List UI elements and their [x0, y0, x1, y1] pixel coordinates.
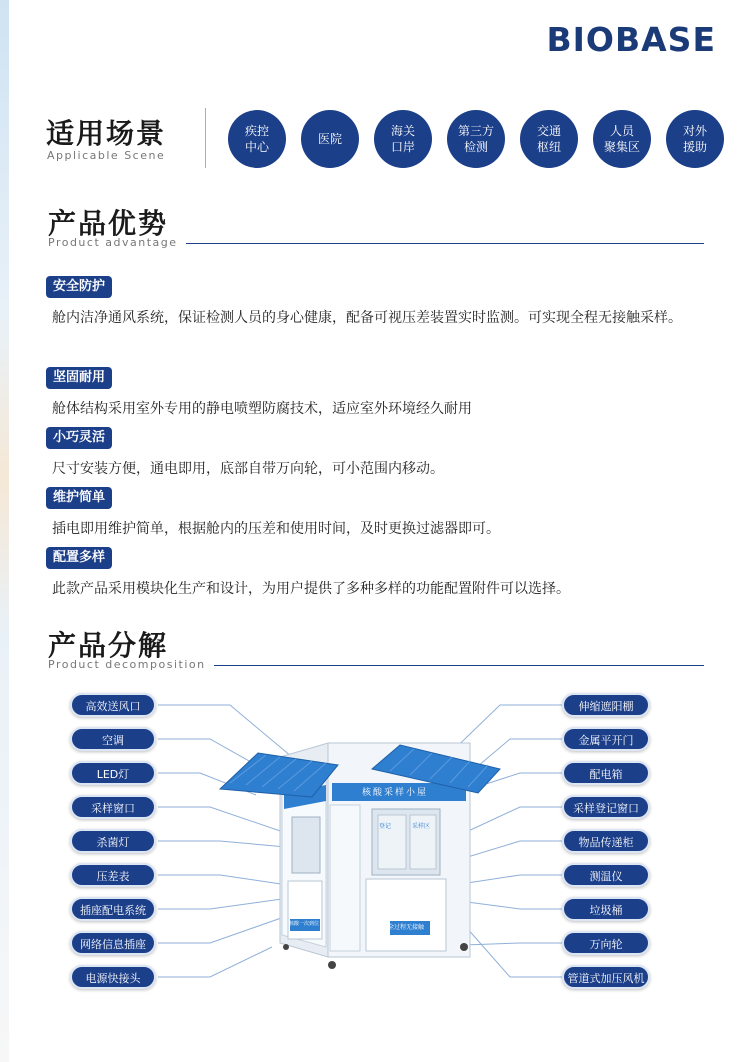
decomposition-title: 产品分解: [48, 629, 169, 662]
advantage-rule: [186, 243, 704, 244]
advantage-tag: 安全防护: [46, 276, 112, 298]
scene-item: 疾控 中心: [228, 110, 286, 168]
part-label: 物品传递柜: [562, 829, 650, 853]
part-label: 插座配电系统: [70, 897, 156, 921]
booth-sign: 核酸采样小屋: [361, 788, 428, 798]
scene-item: 人员 聚集区: [593, 110, 651, 168]
scene-item: 医院: [301, 110, 359, 168]
product-diagram: [60, 685, 690, 995]
advantage-text: 舱体结构采用室外专用的静电喷塑防腐技术，适应室外环境经久耐用: [52, 401, 472, 417]
part-label: 空调: [70, 727, 156, 751]
advantage-tag: 维护简单: [46, 487, 112, 509]
booth-window-label: 采样区: [412, 823, 431, 830]
scene-subtitle: Applicable Scene: [47, 149, 166, 162]
part-label: 高效送风口: [70, 693, 156, 717]
part-label: 采样登记窗口: [562, 795, 650, 819]
scene-divider: [205, 108, 206, 168]
advantage-text: 插电即用维护简单，根据舱内的压差和使用时间，及时更换过滤器即可。: [52, 521, 500, 537]
scene-item: 海关 口岸: [374, 110, 432, 168]
decorative-side-strip: [0, 0, 9, 1062]
booth-panel-label: 全过程无接触: [387, 924, 424, 931]
advantage-text: 舱内洁净通风系统，保证检测人员的身心健康，配备可视压差装置实时监测。可实现全程无接触采样。: [52, 310, 682, 326]
part-label: 管道式加压风机: [562, 965, 650, 989]
part-label: 压差表: [70, 863, 156, 887]
decomposition-rule: [214, 665, 704, 666]
part-label: 伸缩遮阳棚: [562, 693, 650, 717]
part-label: 测温仪: [562, 863, 650, 887]
part-label: 垃圾桶: [562, 897, 650, 921]
part-label: 配电箱: [562, 761, 650, 785]
advantage-tag: 配置多样: [46, 547, 112, 569]
part-label: 电源快接头: [70, 965, 156, 989]
advantage-title: 产品优势: [48, 207, 169, 240]
part-label: 金属平开门: [562, 727, 650, 751]
part-label: 采样窗口: [70, 795, 156, 819]
scene-title: 适用场景: [46, 117, 167, 150]
booth-panel-label: 核酸一次到位: [288, 921, 319, 927]
scene-item: 交通 枢纽: [520, 110, 578, 168]
advantage-tag: 坚固耐用: [46, 367, 112, 389]
part-label: LED灯: [70, 761, 156, 785]
advantage-subtitle: Product advantage: [48, 236, 178, 249]
advantage-tag: 小巧灵活: [46, 427, 112, 449]
brand-logo: BIOBASE: [546, 20, 716, 59]
part-label: 杀菌灯: [70, 829, 156, 853]
advantage-text: 此款产品采用模块化生产和设计，为用户提供了多种多样的功能配置附件可以选择。: [52, 581, 570, 597]
booth-window-label: 登记: [379, 823, 392, 830]
advantage-text: 尺寸安装方便，通电即用，底部自带万向轮，可小范围内移动。: [52, 461, 444, 477]
part-label: 万向轮: [562, 931, 650, 955]
scene-list: [228, 110, 724, 168]
scene-item: 第三方 检测: [447, 110, 505, 168]
part-label: 网络信息插座: [70, 931, 156, 955]
decomposition-subtitle: Product decomposition: [48, 658, 206, 671]
scene-item: 对外 援助: [666, 110, 724, 168]
